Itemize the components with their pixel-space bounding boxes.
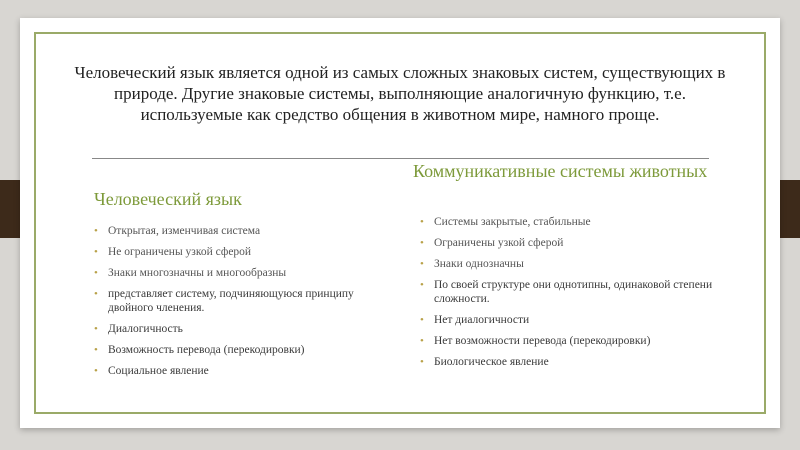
list-item-text: Знаки многозначны и многообразны bbox=[108, 267, 287, 279]
bullet-icon: • bbox=[420, 334, 424, 347]
list-item bbox=[94, 365, 394, 379]
stand-left-decoration bbox=[0, 180, 20, 238]
list-item-text: По своей структуре они однотипны, одинаковой степени сложности. bbox=[434, 279, 713, 305]
bullet-icon: • bbox=[420, 356, 424, 369]
list-item-text: Не ограничены узкой сферой bbox=[108, 246, 252, 258]
bullet-icon: • bbox=[94, 322, 98, 335]
bullet-icon: • bbox=[94, 343, 98, 356]
bullet-icon: • bbox=[420, 216, 424, 228]
list-item bbox=[94, 267, 394, 281]
left-column-heading: Человеческий язык bbox=[94, 189, 242, 209]
title-divider bbox=[92, 158, 709, 159]
list-item bbox=[94, 288, 394, 315]
bullet-icon: • bbox=[94, 364, 98, 377]
list-item-text: Диалогичность bbox=[108, 322, 183, 335]
list-item-text: Системы закрытые, стабильные bbox=[434, 216, 591, 228]
right-column-list bbox=[420, 216, 720, 377]
list-item-text: Ограничены узкой сферой bbox=[434, 237, 564, 250]
right-column-heading: Коммуникативные системы животных bbox=[413, 161, 708, 181]
list-item bbox=[420, 216, 720, 230]
list-item-text: представляет систему, подчиняющуюся принципу двойного членения. bbox=[108, 288, 354, 314]
list-item bbox=[420, 314, 720, 328]
bullet-icon: • bbox=[94, 288, 98, 300]
list-item-text: Нет диалогичности bbox=[434, 313, 530, 326]
list-item bbox=[94, 344, 394, 358]
bullet-icon: • bbox=[420, 258, 424, 271]
list-item bbox=[420, 279, 720, 306]
list-item bbox=[420, 258, 720, 272]
list-item bbox=[94, 323, 394, 337]
list-item-text: Возможность перевода (перекодировки) bbox=[108, 343, 305, 356]
stand-right-decoration bbox=[780, 180, 800, 238]
slide bbox=[20, 18, 780, 428]
bullet-icon: • bbox=[94, 225, 98, 237]
list-item bbox=[94, 246, 394, 260]
list-item bbox=[420, 356, 720, 370]
slide-title: Человеческий язык является одной из самых сложных знаковых систем, существующих в природе. Другие знаковые системы, выполняющие аналогичную функцию, т.е. используемые как средство общения в животном мире, намного проще. bbox=[74, 63, 726, 124]
list-item bbox=[420, 237, 720, 251]
list-item bbox=[420, 335, 720, 349]
left-column-list bbox=[94, 225, 394, 386]
list-item-text: Нет возможности перевода (перекодировки) bbox=[434, 334, 651, 347]
bullet-icon: • bbox=[94, 267, 98, 279]
list-item-text: Биологическое явление bbox=[434, 356, 549, 369]
list-item-text: Знаки однозначны bbox=[434, 258, 524, 271]
bullet-icon: • bbox=[420, 237, 424, 250]
bullet-icon: • bbox=[94, 246, 98, 258]
bullet-icon: • bbox=[420, 279, 424, 292]
list-item bbox=[94, 225, 394, 239]
bullet-icon: • bbox=[420, 313, 424, 326]
list-item-text: Открытая, изменчивая система bbox=[108, 225, 261, 237]
list-item-text: Социальное явление bbox=[108, 364, 209, 377]
